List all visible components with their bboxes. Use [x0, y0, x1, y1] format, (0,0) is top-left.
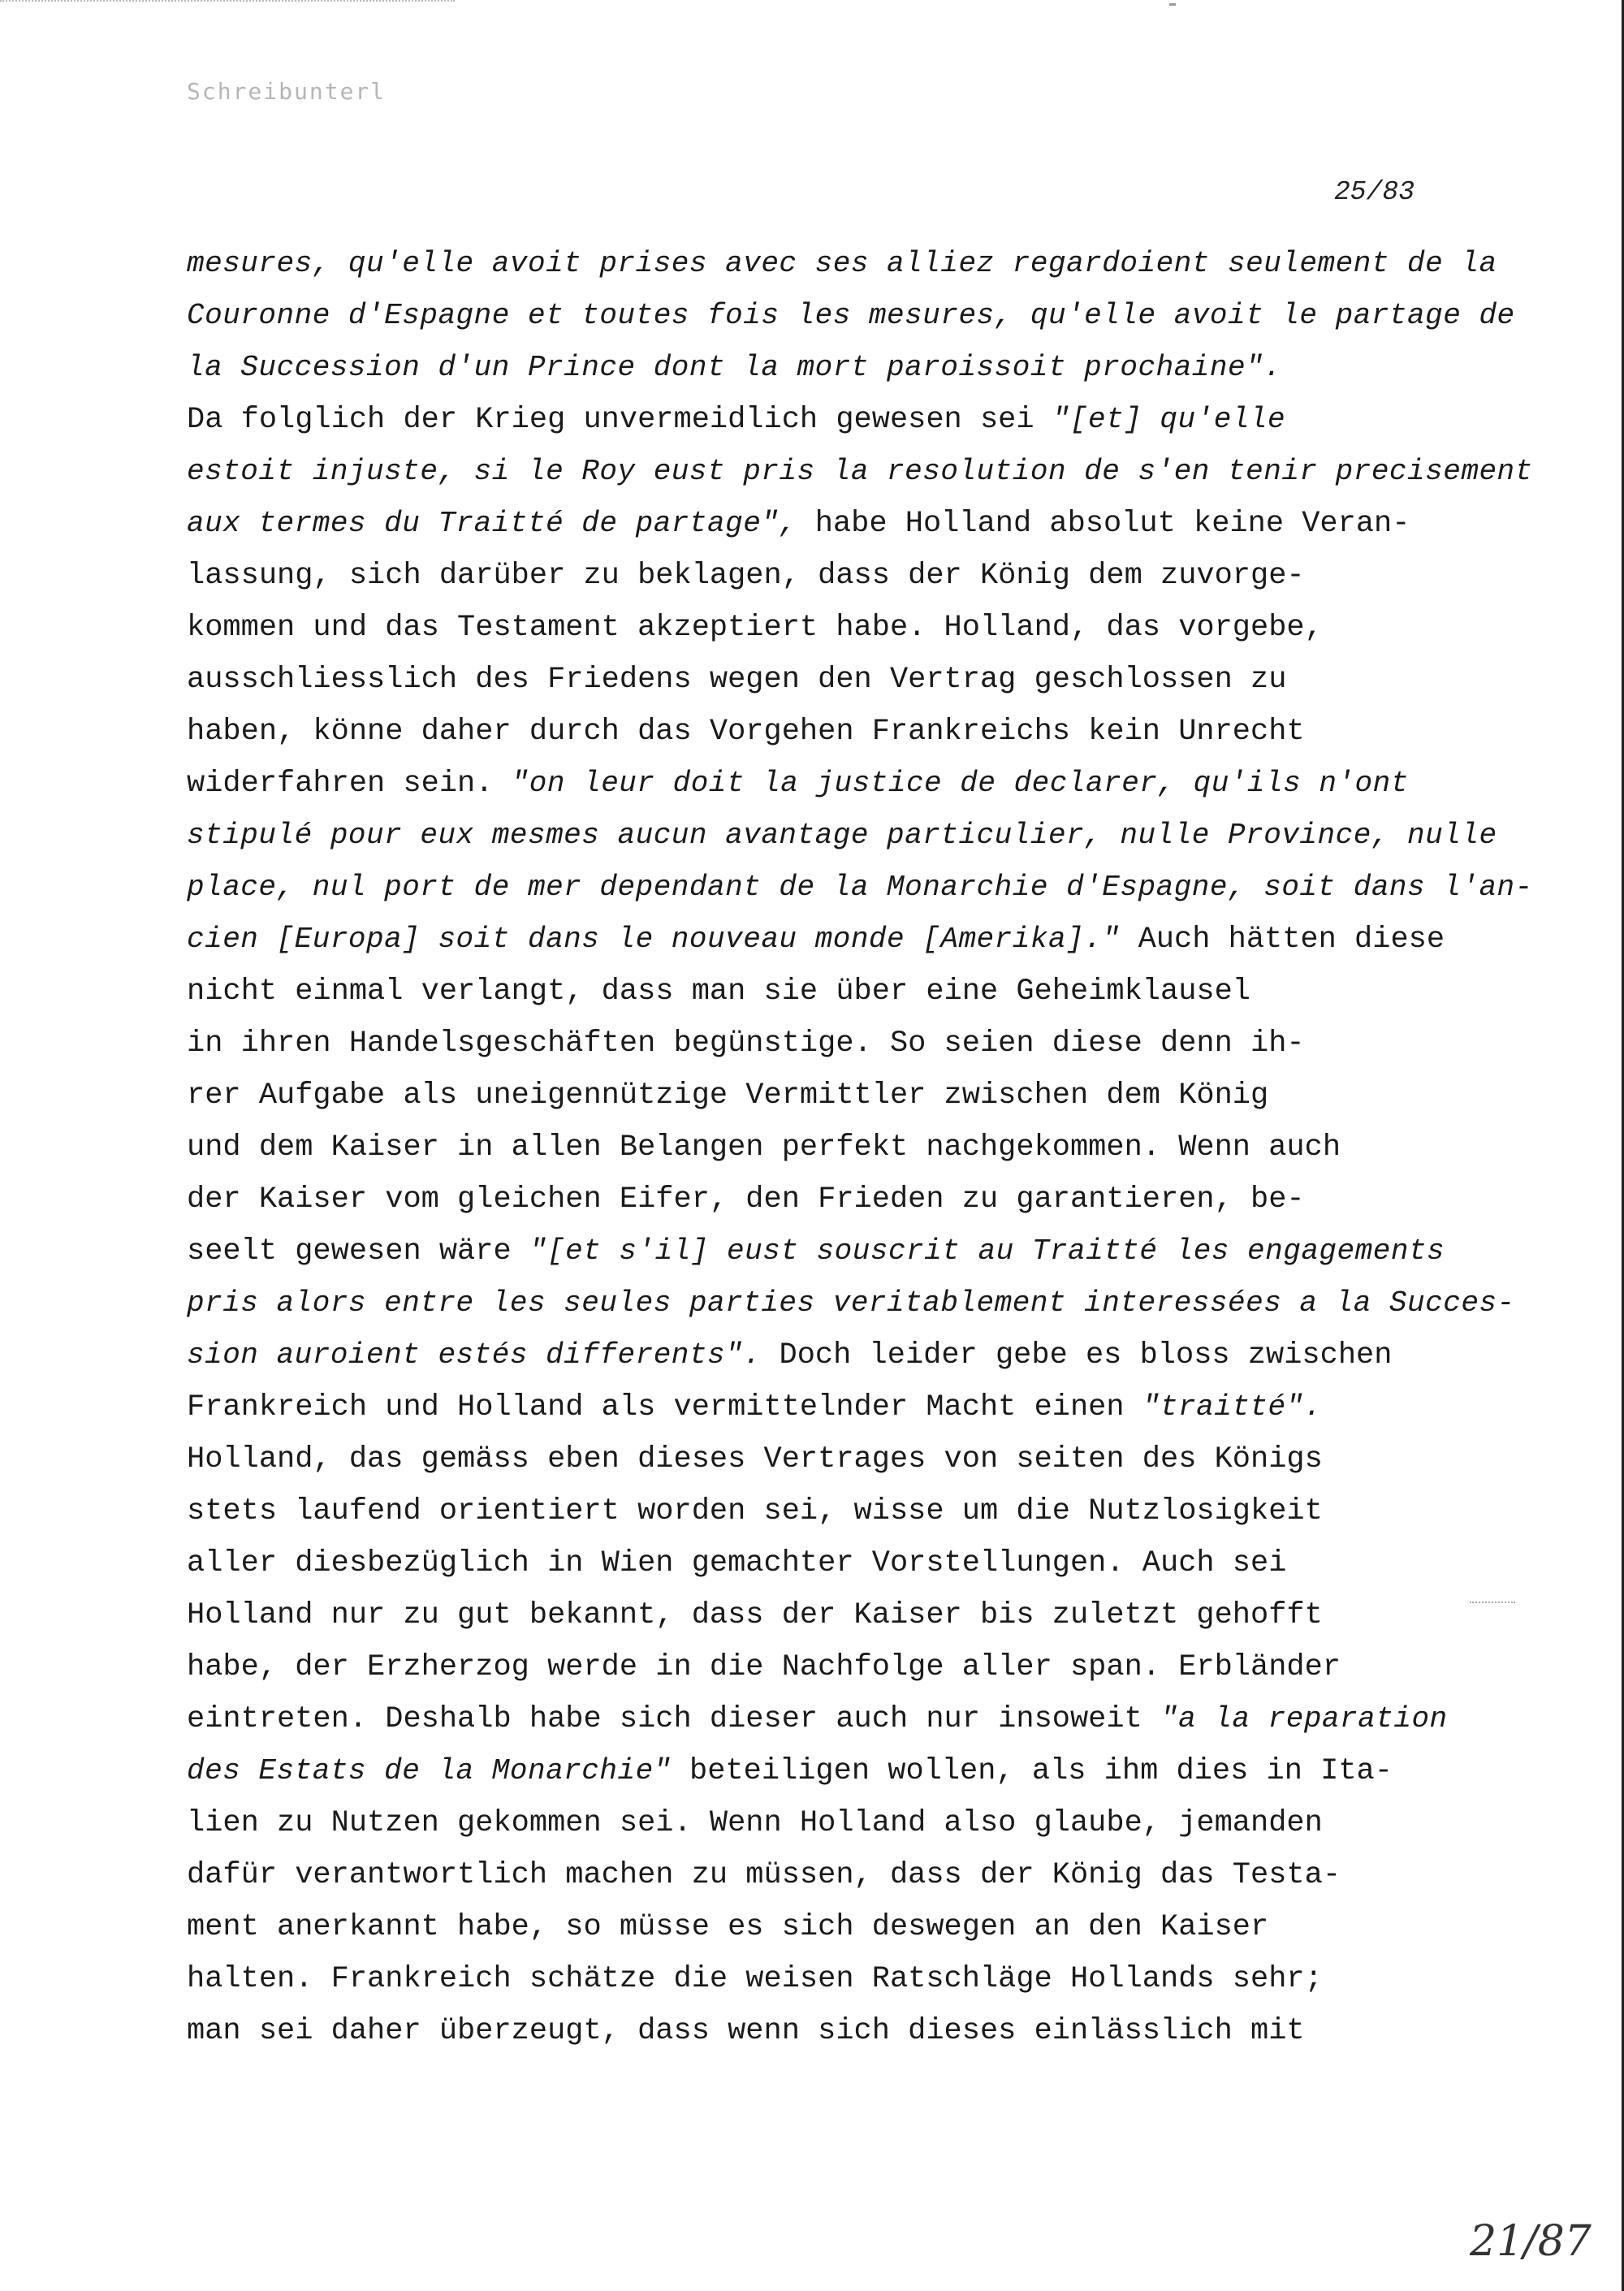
body-text: habe Holland absolut keine Veran-	[797, 507, 1410, 541]
body-text: lien zu Nutzen gekommen sei. Wenn Holland also glaube, jemanden	[187, 1806, 1323, 1840]
body-text: halten. Frankreich schätze die weisen Ratschläge Hollands sehr;	[187, 1962, 1323, 1996]
quoted-french-text: "a la reparation	[1160, 1702, 1448, 1736]
quoted-french-text: aux termes du Traitté de partage",	[187, 507, 797, 540]
body-text: lassung, sich darüber zu beklagen, dass der König dem zuvorge-	[187, 559, 1305, 593]
body-text: Holland, das gemäss eben dieses Vertrages von seiten des Königs	[187, 1442, 1323, 1476]
text-line	[187, 342, 1453, 394]
scan-artifact	[0, 0, 455, 21]
quoted-french-text: "[et] qu'elle	[1052, 403, 1286, 436]
text-line	[187, 810, 1497, 862]
text-line	[187, 1953, 1453, 2005]
body-text: der Kaiser vom gleichen Eifer, den Frieden zu garantieren, be-	[187, 1182, 1305, 1217]
text-line	[187, 1901, 1453, 1953]
body-text: man sei daher überzeugt, dass wenn sich dieses einlässlich mit	[187, 2014, 1305, 2048]
quoted-french-text: estoit injuste, si le Roy eust pris la resolution de s'en tenir precisement	[187, 455, 1533, 488]
quoted-french-text: "[et s'il] eust souscrit au Traitté les engagements	[529, 1234, 1445, 1268]
quoted-french-text: "traitté".	[1142, 1390, 1322, 1424]
body-text: habe, der Erzherzog werde in die Nachfolge aller span. Erbländer	[187, 1650, 1341, 1684]
text-line	[187, 1797, 1453, 1849]
text-line	[187, 1277, 1515, 1329]
scan-artifact-mark	[1169, 3, 1176, 6]
text-line	[187, 1381, 1453, 1433]
quoted-french-text: place, nul port de mer dependant de la Monarchie d'Espagne, soit dans l'an-	[187, 871, 1533, 904]
body-text: beteiligen wollen, als ihm dies in Ita-	[671, 1754, 1393, 1788]
body-text: haben, könne daher durch das Vorgehen Frankreichs kein Unrecht	[187, 715, 1305, 749]
body-text: und dem Kaiser in allen Belangen perfekt nachgekommen. Wenn auch	[187, 1130, 1341, 1165]
text-line	[187, 1745, 1453, 1797]
text-line	[187, 758, 1453, 810]
text-line	[187, 966, 1453, 1018]
body-text: Holland nur zu gut bekannt, dass der Kaiser bis zuletzt gehofft	[187, 1598, 1323, 1632]
quoted-french-text: pris alors entre les seules parties veritablement interessées a la Succes-	[187, 1286, 1515, 1320]
text-line	[187, 550, 1453, 602]
quoted-french-text: "on leur doit la justice de declarer, qu'ils n'ont	[511, 767, 1409, 800]
quoted-french-text: stipulé pour eux mesmes aucun avantage particulier, nulle Province, nulle	[187, 819, 1497, 852]
body-text: Frankreich und Holland als vermittelnder Macht einen	[187, 1390, 1142, 1424]
quoted-french-text: des Estats de la Monarchie"	[187, 1754, 672, 1787]
handwritten-folio: 21/87	[1470, 2217, 1592, 2266]
text-line	[187, 914, 1453, 966]
body-text: seelt gewesen wäre	[187, 1234, 529, 1269]
body-text: Doch leider gebe es bloss zwischen	[761, 1338, 1393, 1372]
margin-mark	[1470, 1602, 1515, 1605]
quoted-french-text: mesures, qu'elle avoit prises avec ses alliez regardoient seulement de la	[187, 247, 1497, 280]
body-text: rer Aufgabe als uneigennützige Vermittler zwischen dem König	[187, 1078, 1269, 1113]
text-line	[187, 1485, 1453, 1537]
body-text: dafür verantwortlich machen zu müssen, dass der König das Testa-	[187, 1858, 1341, 1892]
text-line	[187, 1641, 1453, 1693]
faded-header: Schreibunterl	[187, 78, 387, 105]
body-text: kommen und das Testament akzeptiert habe. Holland, das vorgebe,	[187, 611, 1323, 645]
quoted-french-text: sion auroient estés differents".	[187, 1338, 762, 1372]
text-line	[187, 1433, 1453, 1485]
quoted-french-text: cien [Europa] soit dans le nouveau monde [Amerika]."	[187, 923, 1121, 956]
text-line	[187, 1070, 1453, 1122]
text-line	[187, 2005, 1453, 2057]
text-line	[187, 394, 1453, 446]
body-text: ment anerkannt habe, so müsse es sich deswegen an den Kaiser	[187, 1910, 1269, 1944]
text-line	[187, 1693, 1453, 1745]
text-line	[187, 446, 1533, 498]
text-line	[187, 1174, 1453, 1225]
document-body	[187, 238, 1533, 2057]
body-text: eintreten. Deshalb habe sich dieser auch nur insoweit	[187, 1702, 1160, 1736]
body-text: Auch hätten diese	[1120, 923, 1445, 957]
quoted-french-text: Couronne d'Espagne et toutes fois les mesures, qu'elle avoit le partage de	[187, 299, 1515, 332]
text-line	[187, 1018, 1453, 1070]
body-text: aller diesbezüglich in Wien gemachter Vorstellungen. Auch sei	[187, 1546, 1287, 1580]
text-line	[187, 1849, 1453, 1901]
text-line	[187, 602, 1453, 654]
text-line	[187, 654, 1453, 706]
page-number: 25/83	[1334, 177, 1415, 207]
text-line	[187, 238, 1497, 290]
text-line	[187, 1122, 1453, 1174]
quoted-french-text: la Succession d'un Prince dont la mort paroissoit prochaine".	[187, 351, 1282, 384]
text-line	[187, 1225, 1453, 1277]
body-text: Da folglich der Krieg unvermeidlich gewesen sei	[187, 403, 1052, 437]
text-line	[187, 1329, 1453, 1381]
text-line	[187, 498, 1453, 550]
body-text: in ihren Handelsgeschäften begünstige. So seien diese denn ih-	[187, 1027, 1305, 1061]
body-text: stets laufend orientiert worden sei, wisse um die Nutzlosigkeit	[187, 1494, 1323, 1528]
text-line	[187, 290, 1515, 342]
text-line	[187, 706, 1453, 758]
text-line	[187, 862, 1533, 914]
body-text: ausschliesslich des Friedens wegen den Vertrag geschlossen zu	[187, 663, 1287, 697]
body-text: nicht einmal verlangt, dass man sie über eine Geheimklausel	[187, 975, 1251, 1009]
text-line	[187, 1589, 1453, 1641]
text-line	[187, 1537, 1453, 1589]
body-text: widerfahren sein.	[187, 767, 512, 801]
